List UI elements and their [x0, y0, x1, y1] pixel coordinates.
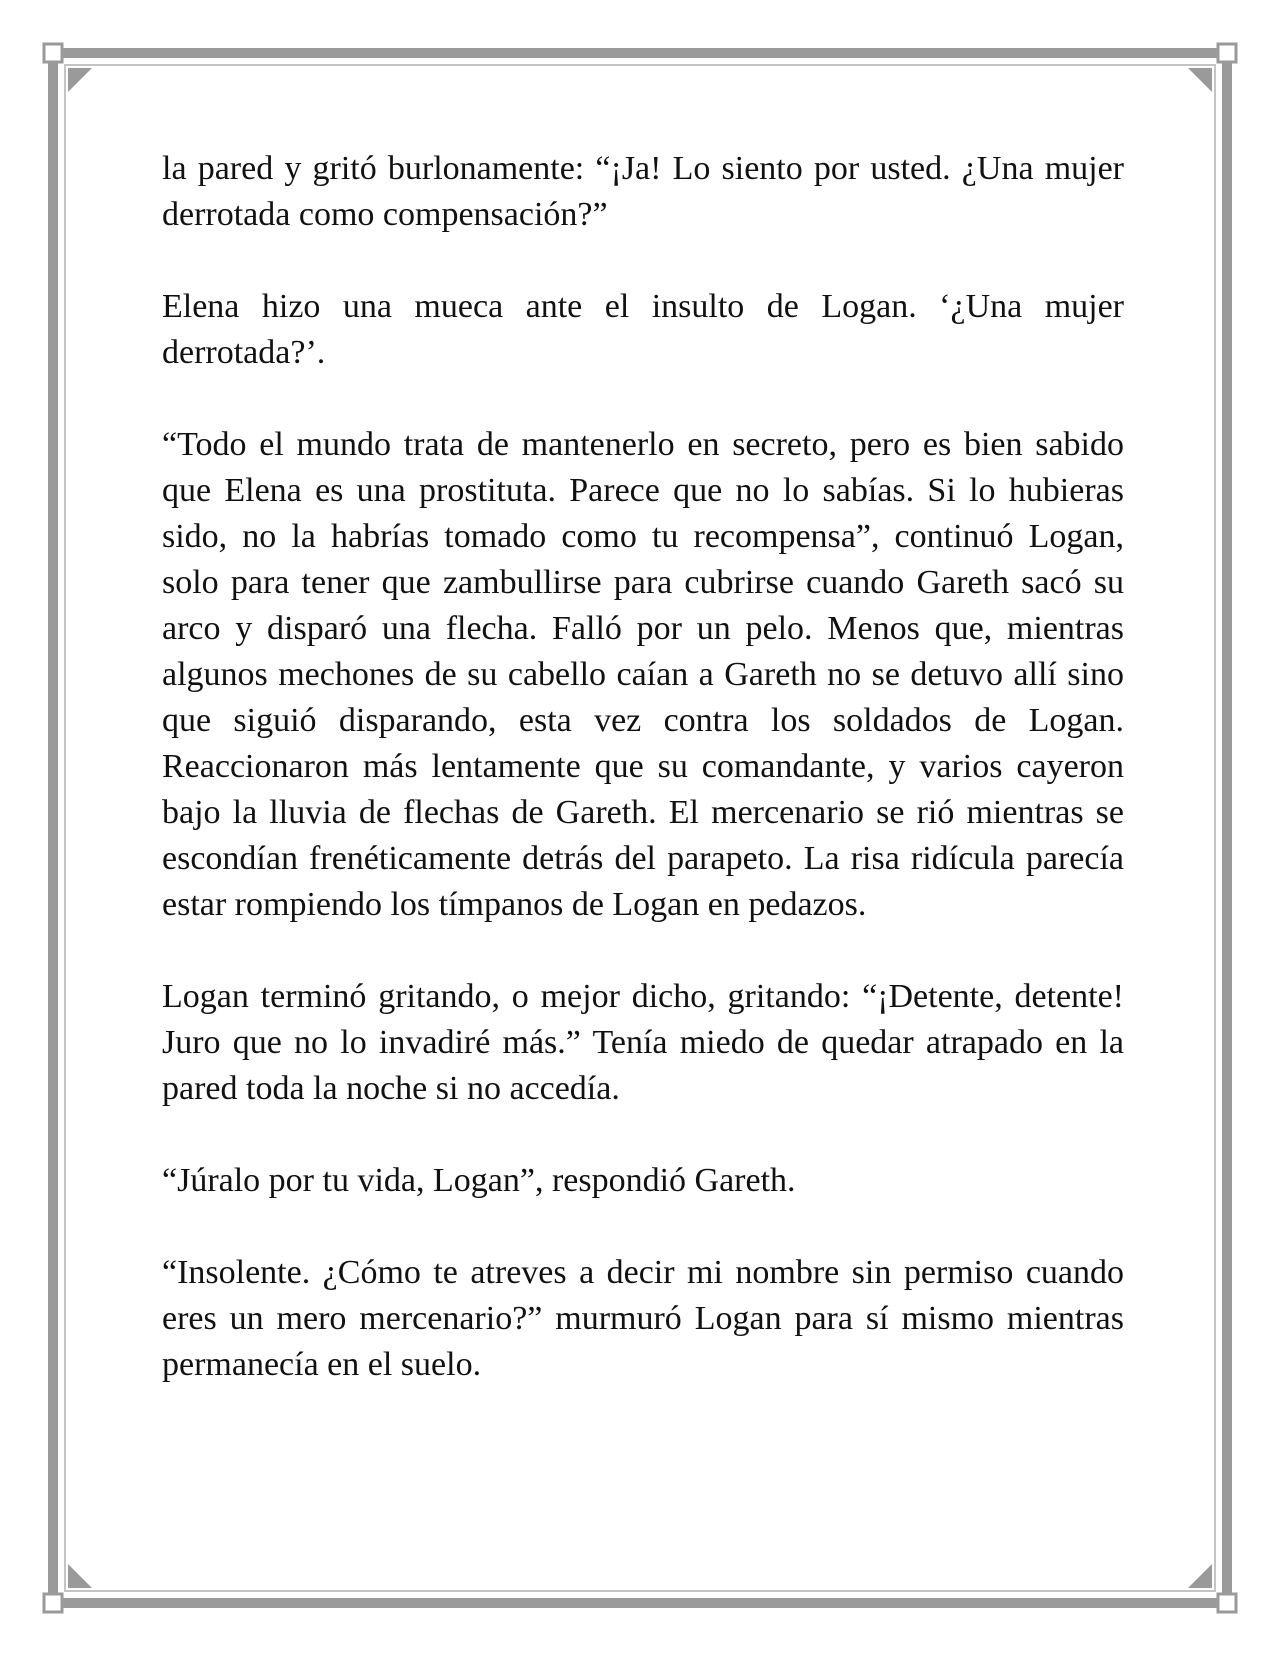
- page-body-text: [162, 146, 1124, 1434]
- paragraph: Elena hizo una mueca ante el insulto de Logan. ‘¿Una mujer derrotada?’.: [162, 288, 1124, 371]
- paragraph: “Insolente. ¿Cómo te atreves a decir mi nombre sin permiso cuando eres un mero mercenario?” murmuró Logan para sí mismo mientras permanecía en el suelo.: [162, 1254, 1124, 1383]
- corner-triangle-bottom-left: [68, 1564, 92, 1588]
- paragraph: la pared y gritó burlonamente: “¡Ja! Lo siento por usted. ¿Una mujer derrotada como compensación?”: [162, 150, 1124, 233]
- corner-triangle-bottom-right: [1188, 1564, 1212, 1588]
- corner-triangle-top-right: [1188, 68, 1212, 92]
- corner-triangle-top-left: [68, 68, 92, 92]
- paragraph: Logan terminó gritando, o mejor dicho, gritando: “¡Detente, detente! Juro que no lo invadiré más.” Tenía miedo de quedar atrapado en la pared toda la noche si no accedía.: [162, 978, 1124, 1107]
- paragraph: “Júralo por tu vida, Logan”, respondió Gareth.: [162, 1162, 796, 1199]
- paragraph: “Todo el mundo trata de mantenerlo en secreto, pero es bien sabido que Elena es una prostituta. Parece que no lo sabías. Si lo hubieras sido, no la habrías tomado como tu recompensa”, continuó Logan, solo para tener que zambullirse para cubrirse cuando Gareth sacó su arco y disparó una flecha. Falló por un pelo. Menos que, mientras algunos mechones de su cabello caían a Gareth no se detuvo allí sino que siguió disparando, esta vez contra los soldados de Logan. Reaccionaron más lentamente que su comandante, y varios cayeron bajo la lluvia de flechas de Gareth. El mercenario se rió mientras se escondían frenéticamente detrás del parapeto. La risa ridícula parecía estar rompiendo los tímpanos de Logan en pedazos.: [162, 426, 1124, 923]
